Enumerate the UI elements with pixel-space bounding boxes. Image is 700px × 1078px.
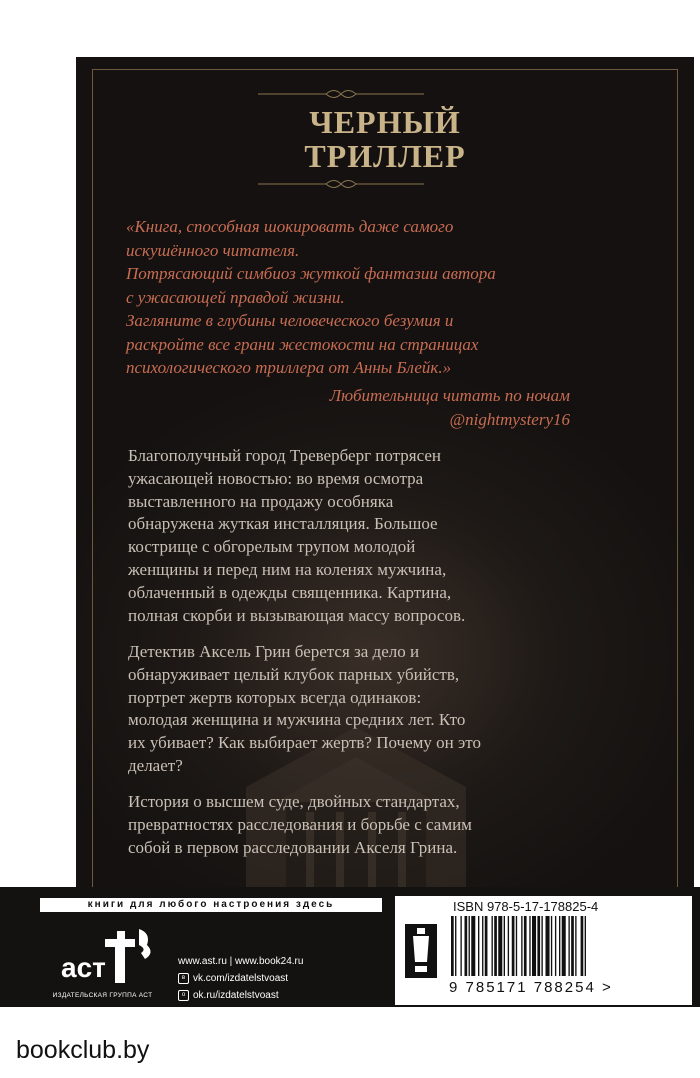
barcode-panel: [395, 896, 692, 1005]
desc-line: превратностях расследования и борьбе с самим: [128, 814, 472, 834]
barcode-stripe: [571, 916, 574, 976]
barcode-stripe: [532, 916, 536, 976]
quote-line: Загляните в глубины человеческого безумия и: [126, 311, 454, 330]
websites-link[interactable]: www.ast.ru | www.book24.ru: [178, 956, 304, 967]
quote-handle: @nightmystery16: [449, 409, 570, 429]
vk-link[interactable]: vk.com/izdatelstvoast: [193, 973, 289, 984]
watermark-text: bookclub.by: [16, 1036, 150, 1064]
barcode-stripe: [541, 916, 542, 976]
barcode: [449, 916, 681, 978]
barcode-stripe: [546, 916, 550, 976]
publisher-caption: ИЗДАТЕЛЬСКАЯ ГРУППА АСТ: [52, 992, 153, 999]
barcode-stripe: [585, 916, 586, 976]
ast-logo: [55, 925, 165, 985]
quote-line: психологического триллера от Анны Блейк.»: [126, 358, 452, 377]
logo-text: аст: [61, 952, 106, 983]
barcode-stripe: [529, 916, 530, 976]
desc-line: молодая женщина и мужчина средних лет. Кто: [128, 710, 466, 730]
barcode-stripe: [551, 916, 552, 976]
desc-line: портрет жертв которых всегда одинаков:: [128, 687, 422, 707]
barcode-stripe: [508, 916, 509, 976]
websites-row: [178, 953, 303, 970]
barcode-stripe: [521, 916, 522, 976]
ok-icon: о: [178, 990, 189, 1001]
barcode-stripe: [498, 916, 502, 976]
description-paragraph-2: [128, 641, 598, 778]
barcode-stripe: [568, 916, 569, 976]
barcode-stripe: [469, 916, 470, 976]
barcode-stripe: [460, 916, 461, 976]
barcode-stripe: [492, 916, 493, 976]
lamp-icon: [403, 922, 439, 980]
barcode-stripe: [559, 916, 560, 976]
series-title: [76, 105, 694, 173]
barcode-stripe: [562, 916, 566, 976]
barcode-digits: 9 785171 788254 >: [449, 979, 613, 996]
desc-line: собой в первом расследовании Акселя Грина.: [128, 837, 458, 857]
desc-line: делает?: [128, 755, 183, 775]
isbn-number: ISBN 978-5-17-178825-4: [453, 899, 599, 914]
quote-author: Любительница читать по ночам: [329, 386, 570, 405]
series-line-2: ТРИЛЛЕР: [304, 138, 466, 174]
publisher-tagline: книги для любого настроения здесь: [40, 898, 382, 912]
barcode-stripe: [482, 916, 483, 976]
quote-line: искушённого читателя.: [126, 240, 300, 260]
book-back-cover: [76, 57, 694, 887]
quote-line: Потрясающий симбиоз жуткой фантазии автора: [126, 264, 496, 283]
vk-row: [178, 970, 303, 987]
barcode-stripe: [524, 916, 527, 976]
desc-line: облаченный в одежды священника. Картина,: [128, 582, 452, 602]
desc-line: обнаруживает целый клубок парных убийств,: [128, 664, 460, 684]
ok-row: [178, 987, 303, 1004]
desc-line: выставленного на продажу особняка: [128, 491, 394, 511]
desc-line: кострище с обгорелым трупом молодой: [128, 537, 416, 557]
barcode-stripe: [465, 916, 468, 976]
description-paragraph-3: [128, 791, 598, 859]
vk-icon: в: [178, 973, 189, 984]
ornament-divider-bottom: [256, 177, 426, 191]
series-line-1: ЧЕРНЫЙ: [309, 104, 461, 140]
desc-line: женщины и перед ним на коленях мужчина,: [128, 559, 447, 579]
ornament-divider-top: [256, 87, 426, 101]
desc-line: обнаружена жуткая инсталляция. Большое: [128, 514, 438, 534]
description-paragraph-1: [128, 445, 598, 627]
desc-line: Благополучный город Треверберг потрясен: [128, 446, 442, 465]
barcode-stripe: [537, 916, 540, 976]
ok-link[interactable]: ok.ru/izdatelstvoast: [193, 990, 279, 1001]
desc-line: их убивает? Как выбирает жертв? Почему он это: [128, 733, 482, 753]
desc-line: полная скорби и вызывающая массу вопросов.: [128, 605, 466, 625]
desc-line: Детектив Аксель Грин берется за дело и: [128, 642, 420, 661]
quote-line: с ужасающей правдой жизни.: [126, 287, 345, 307]
quote-signature: [330, 384, 570, 431]
barcode-stripe: [494, 916, 497, 976]
barcode-stripe: [451, 916, 454, 976]
quote-line: раскройте все грани жестокости на страницах: [126, 334, 479, 354]
barcode-stripe: [478, 916, 479, 976]
barcode-stripe: [555, 916, 556, 976]
barcode-stripe: [455, 916, 456, 976]
desc-line: ужасающей новостью: во время осмотра: [128, 468, 424, 488]
barcode-stripe: [471, 916, 475, 976]
review-quote: [126, 215, 596, 380]
desc-line: История о высшем суде, двойных стандартах,: [128, 792, 460, 811]
barcode-stripe: [575, 916, 576, 976]
barcode-stripe: [485, 916, 488, 976]
barcode-stripe: [504, 916, 505, 976]
barcode-stripe: [581, 916, 584, 976]
barcode-stripe: [512, 916, 515, 976]
quote-line: «Книга, способная шокировать даже самого: [126, 217, 454, 236]
barcode-stripe: [516, 916, 517, 976]
publisher-contacts: [178, 953, 303, 1004]
